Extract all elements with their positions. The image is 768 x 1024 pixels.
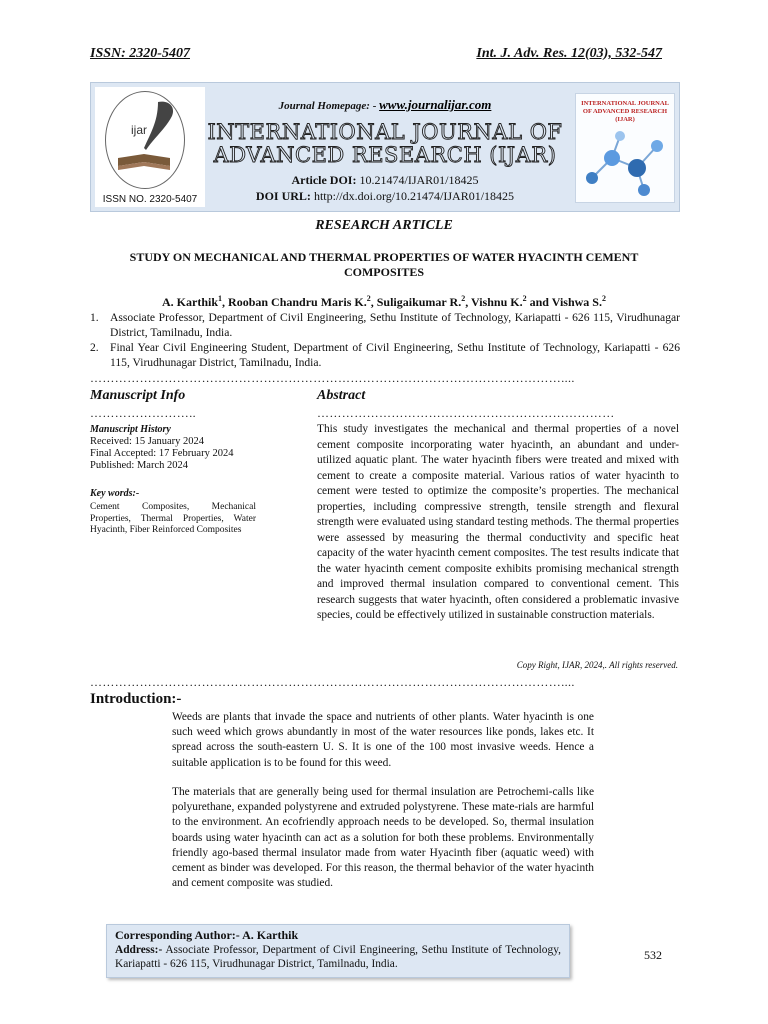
- affiliation-item: [90, 310, 680, 340]
- author-separator: ,: [465, 295, 471, 309]
- accepted-date: Final Accepted: 17 February 2024: [90, 448, 234, 459]
- author-affiliation-marker: 1: [218, 294, 223, 303]
- author-separator: ,: [222, 295, 229, 309]
- homepage-link[interactable]: www.journalijar.com: [379, 97, 492, 112]
- author-separator: ,: [370, 295, 377, 309]
- doi-label: Article DOI:: [291, 173, 357, 187]
- address-label: Address:-: [115, 944, 163, 956]
- abstract-heading: Abstract: [317, 388, 366, 403]
- page-number: 532: [644, 948, 662, 962]
- author-name: A. Karthik: [162, 295, 219, 309]
- author-name: Rooban Chandru Maris K.: [228, 295, 367, 309]
- keywords-text: Cement Composites, Mechanical Properties, Thermal Properties, Water Hyacinth, Fiber Reinforced Composites: [90, 502, 256, 535]
- doi-url-label: DOI URL:: [255, 189, 311, 203]
- author-name: Vishnu K.: [471, 295, 523, 309]
- journal-title-line2: ADVANCED RESEARCH (IJAR): [213, 143, 557, 167]
- molecule-graphic-icon: [582, 128, 668, 198]
- article-type: RESEARCH ARTICLE: [315, 218, 453, 233]
- received-date: Received: 15 January 2024: [90, 436, 205, 447]
- affiliation-number: 2.: [90, 341, 99, 354]
- section-divider: ……………………………………………………………………………………………………....: [90, 371, 575, 385]
- manuscript-info-heading: Manuscript Info: [90, 388, 186, 403]
- cover-title: INTERNATIONAL JOURNAL OF ADVANCED RESEARCH (IJAR): [581, 100, 669, 123]
- doi-value: 10.21474/IJAR01/18425: [359, 173, 479, 187]
- corresponding-author-address: [115, 943, 561, 971]
- affiliation-text: Final Year Civil Engineering Student, Department of Civil Engineering, Sethu Institute of Technology, Kariapatti - 626 115, Virudhunagar District, Tamilnadu, India.: [110, 341, 680, 369]
- logo-issn: ISSN NO. 2320-5407: [102, 194, 198, 205]
- copyright-notice: Copy Right, IJAR, 2024,. All rights reserved.: [516, 660, 678, 670]
- introduction-paragraph: Weeds are plants that invade the space and nutrients of other plants. Water hyacinth is one such weed which grows abundantly in most of the water resources like ponds, lakes etc. It spread across the south-eastern U. S. It is one of the 100 most invasive weeds. Hence a suitable application is to be found for this weed.: [172, 711, 594, 769]
- section-divider: ……………………………………………………………………………………………………....: [90, 675, 575, 689]
- keywords-label: Key words:-: [90, 488, 140, 499]
- affiliation-item: [90, 340, 680, 370]
- logo-text: ijar: [131, 123, 148, 137]
- issn-header: ISSN: 2320-5407: [90, 46, 190, 61]
- journal-title-line1: INTERNATIONAL JOURNAL OF: [207, 120, 563, 144]
- citation-header: Int. J. Adv. Res. 12(03), 532-547: [476, 46, 662, 61]
- introduction-paragraph: The materials that are generally being used for thermal insulation are Petrochemi-calls like polyurethane, expanded polystyrene and extruded polystyrene. These mate-rials are harmful to the environment. An ecofriendly approach needs to be developed. So, thermal insulation boards using water hyacinth can act as a solution for both these problems. Environmentally friendly ago-based thermal insulator made from water Hyacinth fiber (aquatic weed) with cement as binder was developed. For this reason, the thermal behavior of the water hyacinth and cement composite was studied.: [172, 786, 594, 890]
- author-list: [0, 294, 768, 310]
- journal-banner: [90, 82, 680, 212]
- author-affiliation-marker: 2: [366, 294, 371, 303]
- address-text: Associate Professor, Department of Civil Engineering, Sethu Institute of Technology, Kariapatti - 626 115, Virudhunagar District, Tamilnadu, India.: [115, 944, 562, 970]
- author-name: Suligaikumar R.: [376, 295, 462, 309]
- paper-title: STUDY ON MECHANICAL AND THERMAL PROPERTIES OF WATER HYACINTH CEMENT COMPOSITES: [129, 250, 639, 279]
- manuscript-history-label: Manuscript History: [90, 424, 171, 435]
- author-affiliation-marker: 2: [601, 294, 606, 303]
- author-affiliation-marker: 2: [461, 294, 466, 303]
- author-affiliation-marker: 2: [522, 294, 527, 303]
- corresponding-author-title: Corresponding Author:- A. Karthik: [115, 928, 299, 942]
- homepage-label: Journal Homepage: -: [278, 100, 377, 112]
- published-date: Published: March 2024: [90, 460, 188, 471]
- introduction-heading: Introduction:-: [90, 691, 182, 707]
- doi-url-link[interactable]: http://dx.doi.org/10.21474/IJAR01/18425: [313, 189, 515, 203]
- journal-cover-thumbnail: [575, 93, 675, 203]
- affiliation-text: Associate Professor, Department of Civil Engineering, Sethu Institute of Technology, Kariapatti - 626 115, Virudhunagar District, Tamilnadu, India.: [110, 311, 680, 339]
- affiliation-number: 1.: [90, 311, 99, 324]
- abstract-text: This study investigates the mechanical and thermal properties of a novel cement composite incorporating water hyacinth, an abundant and under-utilized aquatic plant. The water hyacinth fibers were treated and mixed with cement to create a composite material. Various ratios of water hyacinth to cement were tested to optimize the composite’s properties. The mechanical properties, including compressive strength, tensile strength and flexural strength were evaluated using standard testing methods. The thermal properties were assessed by measuring the thermal conductivity and specific heat capacity of the water hyacinth cement composites. The test results indicate that the water hyacinth cement composite exhibits promising mechanical strength and improved thermal insulation compared to conventional cement. This research suggests that water hyacinth, often considered a problematic invasive species, could be effectively utilized in sustainable construction materials.: [317, 423, 679, 621]
- author-name: Vishwa S.: [551, 295, 602, 309]
- manuscript-info-divider: ……………………..: [90, 406, 196, 420]
- corresponding-author-box: [106, 924, 570, 978]
- abstract-divider: ………………………………………………………………: [317, 406, 615, 420]
- author-separator: and: [526, 295, 552, 309]
